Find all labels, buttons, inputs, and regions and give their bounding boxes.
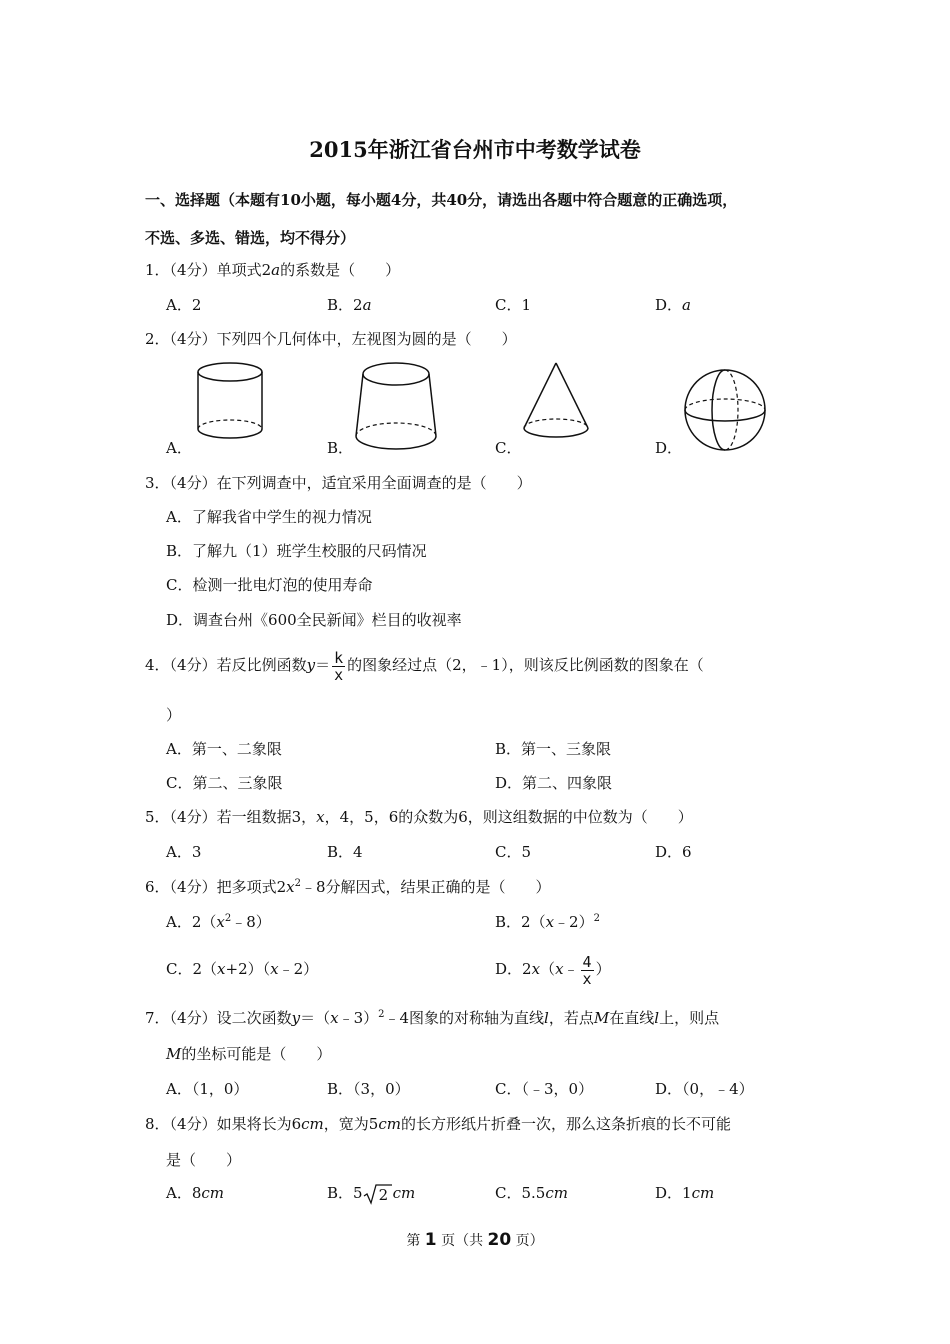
math-variable: a [271, 261, 281, 279]
square-root-icon [363, 1183, 393, 1205]
page-title: 2015年浙江省台州市中考数学试卷 [309, 137, 641, 162]
math-variable: x [216, 913, 225, 931]
q3-option-d[interactable]: D．调查台州《600全民新闻》栏目的收视率 [166, 611, 462, 629]
option-text: C．2（ [166, 960, 218, 978]
math-variable: x [270, 960, 279, 978]
question-number: 5． [145, 808, 170, 826]
q4-option-b[interactable]: B．第一、三象限 [495, 740, 612, 758]
question-text: 在直线 [609, 1009, 655, 1027]
q5-option-a[interactable]: A．3 [166, 843, 202, 861]
question-text: ＝（ [300, 1009, 331, 1027]
exponent: 2 [294, 878, 301, 889]
footer-text: 第 [406, 1233, 421, 1249]
option-text: ﹣2） [554, 913, 594, 931]
option-text: B．2（ [495, 913, 546, 931]
option-text: （ [540, 960, 556, 978]
question-text: 若一组数据3， [216, 808, 317, 826]
radicand: 2 [378, 1186, 389, 1204]
fraction [581, 954, 594, 987]
unit: cm [691, 1184, 715, 1202]
question-1 [145, 260, 400, 280]
question-number: 3． [145, 474, 170, 492]
q6-option-d[interactable] [495, 949, 611, 989]
unit: cm [392, 1184, 416, 1202]
unit: cm [545, 1184, 568, 1202]
total-pages: 20 [487, 1230, 512, 1250]
question-text: 把多项式2 [216, 878, 287, 896]
question-3 [145, 473, 532, 493]
option-text: A．2（ [166, 913, 217, 931]
q3-option-c[interactable]: C．检测一批电灯泡的使用寿命 [166, 576, 373, 594]
question-points: （4分） [169, 656, 217, 674]
question-text: 设二次函数 [216, 1009, 292, 1027]
q2-option-b[interactable]: B． [327, 439, 354, 457]
q7-option-a[interactable]: A．（1，0） [166, 1080, 249, 1098]
question-points: （4分） [169, 261, 217, 279]
math-variable: a [682, 296, 691, 314]
cylinder-icon [190, 360, 270, 445]
question-text: 若反比例函数 [216, 656, 307, 674]
question-7 [145, 1008, 719, 1028]
question-6 [145, 877, 551, 897]
question-text: 如果将长为6 [216, 1115, 302, 1133]
math-variable: a [362, 296, 372, 314]
math-variable: x [555, 960, 564, 978]
q7-option-c[interactable]: C．（﹣3，0） [495, 1080, 594, 1098]
math-variable: x [545, 913, 555, 931]
option-text: B．5 [327, 1184, 363, 1202]
math-variable: x [316, 808, 325, 826]
math-variable: M [593, 1009, 610, 1027]
q8-option-d[interactable] [655, 1183, 714, 1203]
fraction-denominator: x [334, 665, 344, 684]
q7-option-b[interactable]: B．（3，0） [327, 1080, 410, 1098]
footer-text: 页（共 [441, 1233, 484, 1249]
fraction-numerator: 4 [582, 952, 592, 971]
question-number: 4． [145, 656, 170, 674]
question-number: 8． [145, 1115, 170, 1133]
question-4 [145, 647, 704, 683]
page-footer [0, 1230, 950, 1250]
sphere-icon [680, 365, 770, 455]
question-8-continued: 是（ ） [166, 1151, 242, 1169]
math-variable: x [286, 878, 295, 896]
q6-option-c[interactable] [166, 959, 318, 979]
math-variable: l [654, 1009, 660, 1027]
option-text: ﹣ [563, 960, 579, 978]
option-text: D．1 [655, 1184, 692, 1202]
question-number: 1． [145, 261, 170, 279]
page-number: 1 [424, 1230, 437, 1250]
unit: cm [301, 1115, 324, 1133]
q5-option-d[interactable]: D．6 [655, 843, 692, 861]
unit: cm [378, 1115, 401, 1133]
q8-option-c[interactable] [495, 1183, 568, 1203]
question-text: 单项式2 [216, 261, 272, 279]
q1-option-b[interactable] [327, 295, 372, 315]
math-variable: x [531, 960, 541, 978]
question-8 [145, 1114, 731, 1134]
question-number: 2． [145, 330, 170, 348]
q2-option-c[interactable]: C． [495, 439, 522, 457]
q6-option-a[interactable] [166, 912, 271, 932]
question-text: 的坐标可能是（ ） [181, 1045, 332, 1063]
option-text: ﹣2） [278, 960, 319, 978]
q4-option-c[interactable]: C．第二、三象限 [166, 774, 283, 792]
q1-option-a[interactable]: A．2 [166, 296, 202, 314]
unit: cm [201, 1184, 225, 1202]
math-variable: M [166, 1045, 182, 1063]
section-heading-line1: 一、选择题（本题有10小题，每小题4分，共40分，请选出各题中符合题意的正确选项， [145, 191, 738, 209]
question-text: 的长方形纸片折叠一次，那么这条折痕的长不可能 [400, 1115, 731, 1133]
fraction-numerator: k [334, 648, 344, 667]
question-points: （4分） [169, 474, 217, 492]
question-text: ﹣8分解因式，结果正确的是（ ） [300, 878, 551, 896]
question-number: 6． [145, 878, 170, 896]
question-points: （4分） [169, 1115, 217, 1133]
question-points: （4分） [169, 330, 217, 348]
exponent: 2 [378, 1009, 385, 1020]
question-points: （4分） [169, 808, 217, 826]
math-variable: x [330, 1009, 339, 1027]
q5-option-b[interactable]: B．4 [327, 843, 363, 861]
question-text: ，宽为5 [323, 1115, 379, 1133]
question-text: ，若点 [548, 1009, 594, 1027]
question-2 [145, 329, 517, 349]
question-points: （4分） [169, 1009, 217, 1027]
option-text: A．8 [166, 1184, 202, 1202]
q3-option-a[interactable]: A．了解我省中学生的视力情况 [166, 508, 372, 526]
equals-sign: ＝ [315, 656, 331, 674]
option-text: C．5.5 [495, 1184, 546, 1202]
question-text: 下列四个几何体中，左视图为圆的是（ ） [216, 330, 517, 348]
q1-option-d[interactable] [655, 295, 691, 315]
cone-icon [520, 360, 592, 445]
option-text: ） [595, 960, 611, 978]
question-text: ，4，5，6的众数为6，则这组数据的中位数为（ ） [324, 808, 693, 826]
q1-option-c[interactable]: C．1 [495, 296, 532, 314]
q5-option-c[interactable]: C．5 [495, 843, 532, 861]
question-text: 的图象经过点（2，﹣1），则该反比例函数的图象在（ [347, 656, 704, 674]
option-text: B．2 [327, 296, 363, 314]
question-text: 的系数是（ ） [280, 261, 401, 279]
frustum-icon [350, 360, 442, 455]
q6-option-b[interactable] [495, 912, 600, 932]
option-text: +2）（ [225, 960, 271, 978]
option-text: ﹣8） [231, 913, 271, 931]
q2-option-a[interactable]: A． [166, 439, 192, 457]
question-text: 在下列调查中，适宜采用全面调查的是（ ） [216, 474, 532, 492]
q2-option-d[interactable]: D． [655, 439, 683, 457]
q8-option-b[interactable] [327, 1183, 415, 1205]
option-text: D． [655, 296, 683, 314]
section-heading-line2: 不选、多选、错选，均不得分） [145, 229, 356, 247]
q4-option-a[interactable]: A．第一、二象限 [166, 740, 282, 758]
question-text: ﹣3） [338, 1009, 379, 1027]
question-text: 上，则点 [659, 1009, 720, 1027]
q3-option-b[interactable]: B．了解九（1）班学生校服的尺码情况 [166, 542, 427, 560]
q8-option-a[interactable] [166, 1183, 224, 1203]
question-points: （4分） [169, 878, 217, 896]
footer-text: 页） [515, 1233, 544, 1249]
math-variable: y [291, 1009, 301, 1027]
math-variable: l [544, 1009, 549, 1027]
exponent: 2 [593, 913, 600, 924]
math-variable: x [217, 960, 226, 978]
question-5 [145, 807, 693, 827]
q7-option-d[interactable]: D．（0，﹣4） [655, 1080, 754, 1098]
q4-option-d[interactable]: D．第二、四象限 [495, 774, 613, 792]
question-4-continued: ） [166, 706, 182, 724]
option-text: D．2 [495, 960, 532, 978]
question-7-continued [166, 1044, 331, 1064]
math-variable: y [306, 656, 316, 674]
exponent: 2 [224, 913, 232, 924]
fraction-denominator: x [582, 969, 592, 988]
fraction [332, 650, 345, 683]
question-text: ﹣4图象的对称轴为直线 [384, 1009, 545, 1027]
question-number: 7． [145, 1009, 170, 1027]
